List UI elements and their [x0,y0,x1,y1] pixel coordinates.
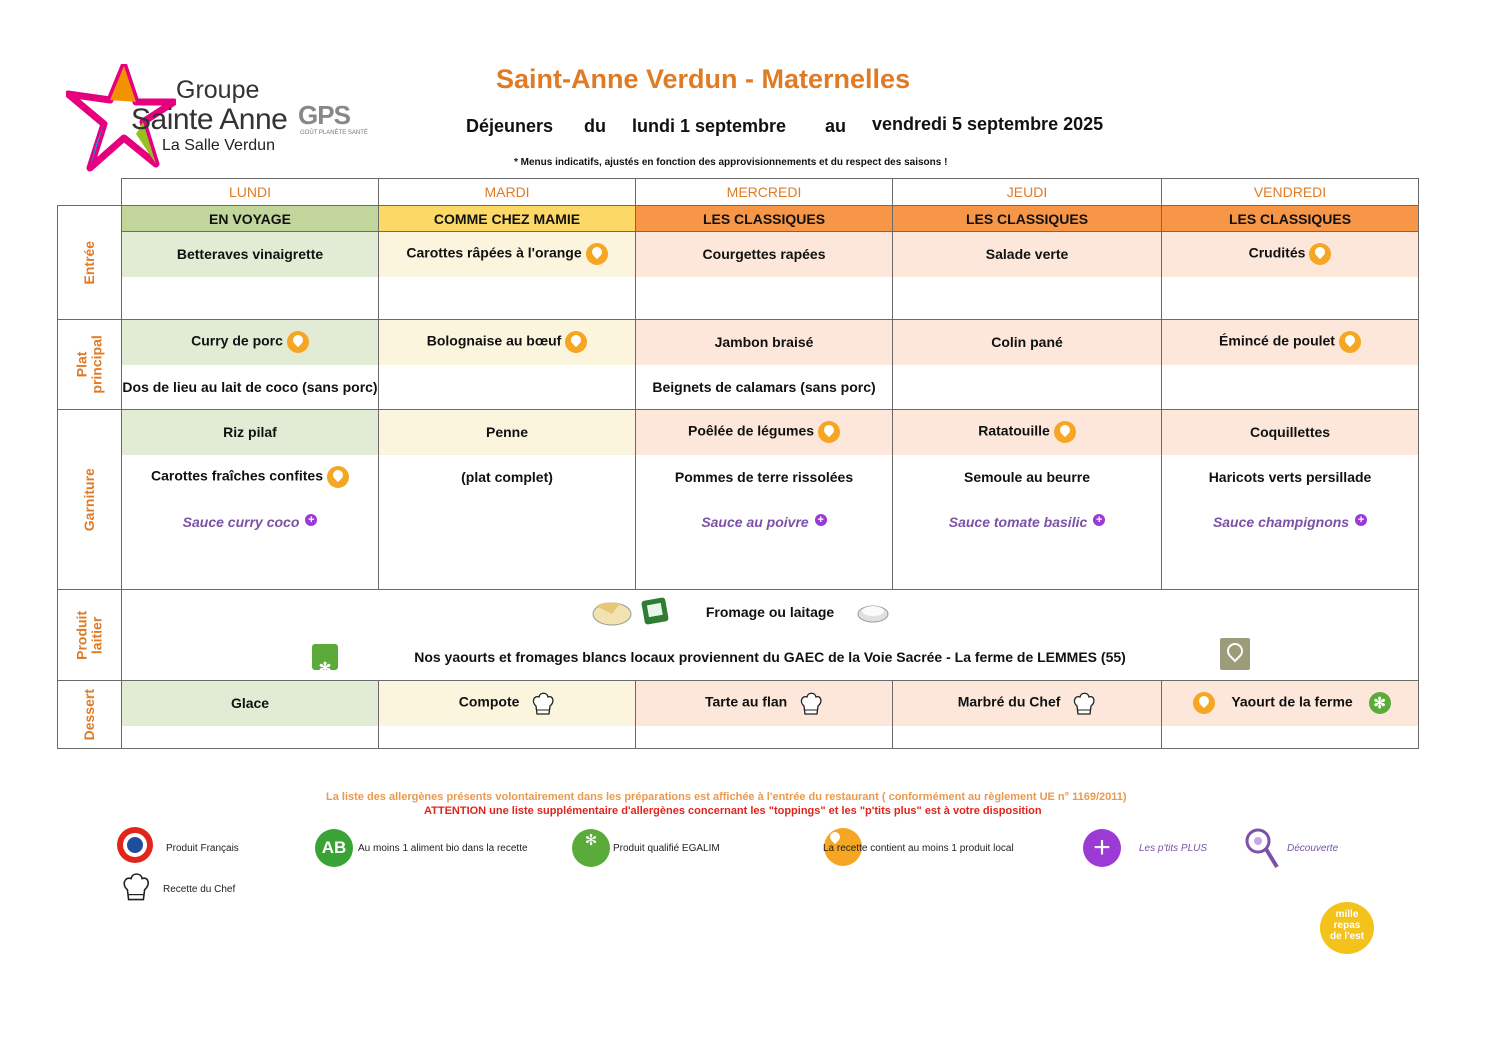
legend-decouverte: Découverte [1287,843,1339,854]
mille-repas-badge [1320,902,1374,954]
egalim-icon [312,644,338,670]
logo-line-la-salle-verdun: La Salle Verdun [162,137,275,154]
empty-cell [893,545,1162,590]
header-au: au [825,116,847,136]
header-du: du [584,116,606,136]
allergen-notice: La liste des allergènes présents volontairement dans les préparations est affichée à l'entrée du restaurant ( conformément au règlement UE n° 1169/2011) [326,791,1127,803]
dessert-cell: Tarte au flan [636,681,893,726]
entree-cell: Carottes râpées à l'orange [379,232,636,277]
sauce-cell: Sauce champignons + [1162,500,1419,545]
garniture2-cell: Haricots verts persillade [1162,455,1419,500]
local-product-icon [586,243,608,265]
chef-hat-icon [531,690,555,716]
chef-hat-icon [121,870,151,902]
empty-cell [636,277,893,320]
laitier-cell [122,590,1419,681]
category-dessert: Dessert [58,681,122,749]
empty-cell [1162,726,1419,749]
header-start-date: lundi 1 septembre [632,116,787,136]
theme-cell: LES CLASSIQUES [893,206,1162,232]
category-plat: Plat principal [58,320,122,410]
empty-cell [122,545,379,590]
plat-alt-cell: Dos de lieu au lait de coco (sans porc) [122,365,379,410]
local-product-icon [1339,331,1361,353]
logo-line-groupe: Groupe [176,76,260,104]
egalim-icon [572,829,610,867]
category-entree: Entrée [58,206,122,320]
chef-hat-icon [1072,690,1096,716]
empty-cell [636,726,893,749]
yogurt-pack-icon [640,595,670,627]
empty-cell [893,726,1162,749]
egalim-icon [1369,692,1391,714]
decouverte-magnifier-icon [1244,827,1280,871]
garniture2-cell: Carottes fraîches confites [122,455,379,500]
badge-line-1: mille [1335,909,1359,920]
gps-logo-subtitle: GOÛT PLANÈTE SANTÉ [300,130,368,136]
entree-cell: Crudités [1162,232,1419,277]
plat-cell: Bolognaise au bœuf [379,320,636,365]
garniture-cell: Poêlée de légumes [636,410,893,455]
dessert-cell: Marbré du Chef [893,681,1162,726]
theme-cell: LES CLASSIQUES [1162,206,1419,232]
chef-hat-icon [799,690,823,716]
table-corner [58,179,122,206]
day-header: MARDI [379,179,636,206]
local-product-icon [1309,243,1331,265]
menu-disclaimer: * Menus indicatifs, ajustés en fonction des approvisionnements et du respect des saisons ! [514,157,948,168]
day-header: VENDREDI [1162,179,1419,206]
plat-alt-cell: Beignets de calamars (sans porc) [636,365,893,410]
empty-cell [122,277,379,320]
empty-cell [893,277,1162,320]
legend-local: La recette contient au moins 1 produit local [823,843,1014,854]
garniture-cell: Penne [379,410,636,455]
local-product-square-icon [1220,638,1250,670]
entree-cell: Courgettes rapées [636,232,893,277]
legend-recette-chef: Recette du Chef [163,884,236,895]
local-product-icon [327,466,349,488]
logo-line-sainte-anne: Sainte Anne [131,103,288,136]
dessert-cell: Compote [379,681,636,726]
plat-alt-cell [379,365,636,410]
ptits-plus-icon: + [305,514,317,526]
french-product-icon [116,826,154,864]
badge-line-3: de l'est [1329,931,1365,942]
category-garniture: Garniture [58,410,122,590]
ptits-plus-icon: + [1083,829,1121,867]
empty-cell [1162,277,1419,320]
plat-cell: Colin pané [893,320,1162,365]
gps-logo: GPS [298,100,350,130]
local-product-icon [565,331,587,353]
weekly-menu-table [57,178,1419,749]
plat-cell: Curry de porc [122,320,379,365]
garniture2-cell: Pommes de terre rissolées [636,455,893,500]
day-header: LUNDI [122,179,379,206]
legend-egalim: Produit qualifié EGALIM [613,843,720,854]
garniture2-cell: Semoule au beurre [893,455,1162,500]
empty-cell [379,726,636,749]
laitier-text-1: Fromage ou laitage [705,604,835,620]
fromage-blanc-icon [856,599,890,625]
garniture2-cell: (plat complet) [379,455,636,500]
empty-cell [1162,545,1419,590]
empty-cell [122,726,379,749]
ptits-plus-icon: + [1093,514,1105,526]
entree-cell: Salade verte [893,232,1162,277]
category-laitier: Produit laitier [58,590,122,681]
local-product-icon [1193,692,1215,714]
bio-icon: AB [315,829,353,867]
cheese-wheel-icon [592,597,632,627]
legend-produit-francais: Produit Français [166,843,239,854]
badge-line-2: repas [1333,920,1361,931]
legend-bio: Au moins 1 aliment bio dans la recette [358,843,528,854]
garniture-cell: Ratatouille [893,410,1162,455]
plat-alt-cell [1162,365,1419,410]
dessert-cell: Glace [122,681,379,726]
allergen-attention: ATTENTION une liste supplémentaire d'allergènes concernant les "toppings" et les "p'tits plus" est à votre disposition [424,805,1042,817]
header-dejeuners: Déjeuners [466,116,554,136]
garniture-cell: Coquillettes [1162,410,1419,455]
garniture-cell: Riz pilaf [122,410,379,455]
empty-cell [379,545,636,590]
theme-cell: COMME CHEZ MAMIE [379,206,636,232]
header-end-date: vendredi 5 septembre 2025 [872,114,1104,134]
local-product-icon [287,331,309,353]
empty-cell [379,277,636,320]
page-title: Saint-Anne Verdun - Maternelles [496,64,911,94]
sauce-cell [379,500,636,545]
laitier-text-2: Nos yaourts et fromages blancs locaux proviennent du GAEC de la Voie Sacrée - La ferme de LEMMES (55) [414,649,1126,665]
sauce-cell: Sauce au poivre + [636,500,893,545]
local-product-icon [818,421,840,443]
empty-cell [636,545,893,590]
day-header: JEUDI [893,179,1162,206]
plat-cell: Émincé de poulet [1162,320,1419,365]
legend-ptits-plus: Les p'tits PLUS [1139,843,1208,854]
dessert-cell: Yaourt de la ferme✻ [1162,681,1419,726]
plat-cell: Jambon braisé [636,320,893,365]
ptits-plus-icon: + [1355,514,1367,526]
sauce-cell: Sauce curry coco + [122,500,379,545]
ptits-plus-icon: + [815,514,827,526]
day-header: MERCREDI [636,179,893,206]
sauce-cell: Sauce tomate basilic + [893,500,1162,545]
theme-cell: LES CLASSIQUES [636,206,893,232]
theme-cell: EN VOYAGE [122,206,379,232]
entree-cell: Betteraves vinaigrette [122,232,379,277]
plat-alt-cell [893,365,1162,410]
local-product-icon [1054,421,1076,443]
